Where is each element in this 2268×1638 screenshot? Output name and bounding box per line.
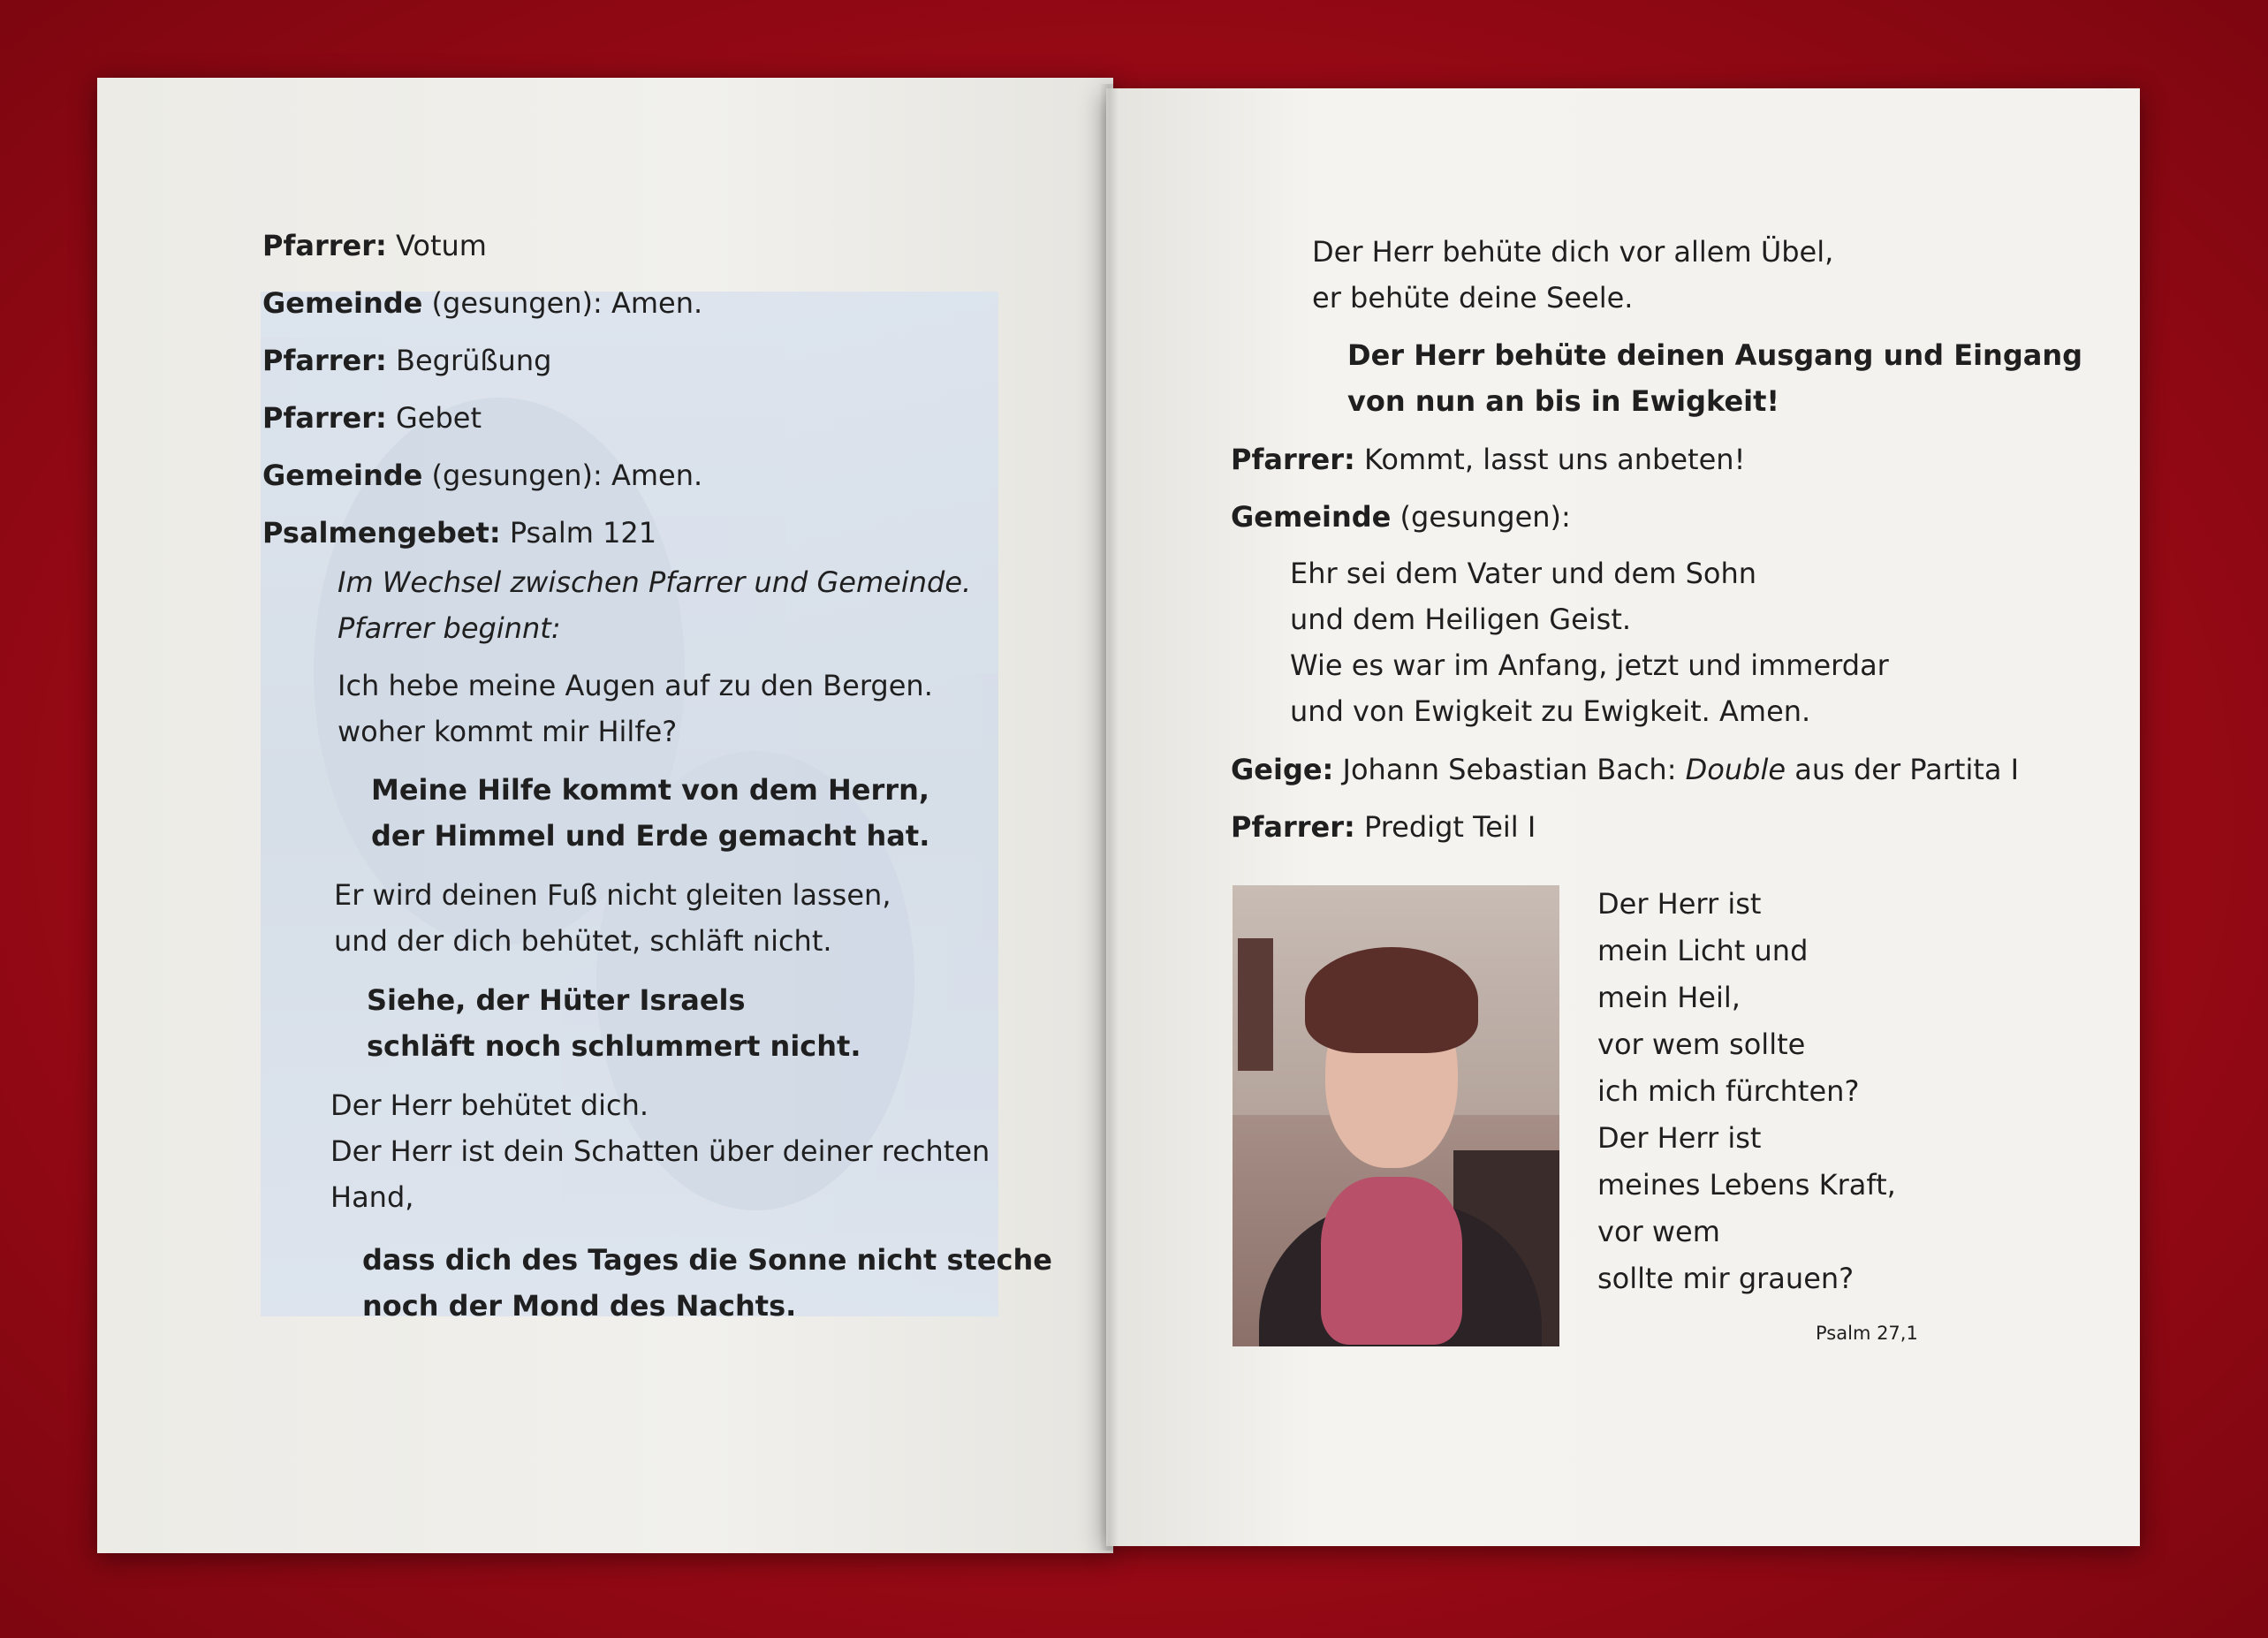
portrait-photo: [1233, 885, 1559, 1346]
psalm-verse: und der dich behütet, schläft nicht.: [334, 924, 832, 958]
psalm-verse-response: noch der Mond des Nachts.: [362, 1289, 797, 1323]
quote-line: vor wem sollte: [1597, 1028, 1806, 1061]
quote-line: sollte mir grauen?: [1597, 1262, 1855, 1295]
quote-line: meines Lebens Kraft,: [1597, 1168, 1896, 1202]
line-gemeinde-gesungen: Gemeinde (gesungen):: [1231, 500, 1571, 534]
psalm-verse: Der Herr behüte dich vor allem Übel,: [1312, 235, 1834, 269]
psalm-verse-response: schläft noch schlummert nicht.: [367, 1029, 861, 1063]
line-psalmengebet: Psalmengebet: Psalm 121: [262, 516, 657, 550]
line-geige: Geige: Johann Sebastian Bach: Double aus der Partita I: [1231, 753, 2020, 786]
line-gebet: Pfarrer: Gebet: [262, 401, 482, 435]
psalm-verse: Er wird deinen Fuß nicht gleiten lassen,: [334, 878, 891, 912]
instruction-line-1: Im Wechsel zwischen Pfarrer und Gemeinde.: [338, 565, 972, 599]
quote-line: mein Heil,: [1597, 981, 1741, 1014]
quote-reference: Psalm 27,1: [1816, 1323, 1918, 1344]
psalm-verse: Der Herr ist dein Schatten über deiner rechten: [330, 1134, 990, 1168]
book-gutter: [1099, 84, 1119, 1551]
quote-line: Der Herr ist: [1597, 887, 1762, 921]
psalm-verse-response: dass dich des Tages die Sonne nicht steche: [362, 1243, 1052, 1277]
psalm-verse: er behüte deine Seele.: [1312, 281, 1634, 315]
line-gemeinde-amen-1: Gemeinde (gesungen): Amen.: [262, 286, 703, 320]
gloria-line: und von Ewigkeit zu Ewigkeit. Amen.: [1290, 694, 1811, 728]
psalm-verse: Ich hebe meine Augen auf zu den Bergen.: [338, 669, 933, 702]
quote-line: Der Herr ist: [1597, 1121, 1762, 1155]
gloria-line: Wie es war im Anfang, jetzt und immerdar: [1290, 648, 1889, 682]
instruction-line-2: Pfarrer beginnt:: [338, 611, 561, 645]
psalm-verse: Der Herr behütet dich.: [330, 1088, 649, 1122]
quote-line: vor wem: [1597, 1215, 1720, 1248]
gloria-line: und dem Heiligen Geist.: [1290, 603, 1632, 636]
psalm-verse: Hand,: [330, 1180, 414, 1214]
gloria-line: Ehr sei dem Vater und dem Sohn: [1290, 557, 1757, 590]
line-begruessung: Pfarrer: Begrüßung: [262, 344, 552, 377]
psalm-verse-response: Meine Hilfe kommt von dem Herrn,: [371, 773, 929, 807]
psalm-verse-response: von nun an bis in Ewigkeit!: [1347, 384, 1779, 418]
line-votum: Pfarrer: Votum: [262, 229, 487, 262]
line-anbeten: Pfarrer: Kommt, lasst uns anbeten!: [1231, 443, 1746, 476]
line-gemeinde-amen-2: Gemeinde (gesungen): Amen.: [262, 459, 703, 492]
line-predigt: Pfarrer: Predigt Teil I: [1231, 810, 1536, 844]
quote-line: ich mich fürchten?: [1597, 1074, 1860, 1108]
psalm-verse-response: Der Herr behüte deinen Ausgang und Eingang: [1347, 338, 2082, 372]
psalm-verse-response: Siehe, der Hüter Israels: [367, 983, 746, 1017]
quote-line: mein Licht und: [1597, 934, 1809, 967]
psalm-verse-response: der Himmel und Erde gemacht hat.: [371, 819, 930, 853]
psalm-verse: woher kommt mir Hilfe?: [338, 715, 678, 748]
